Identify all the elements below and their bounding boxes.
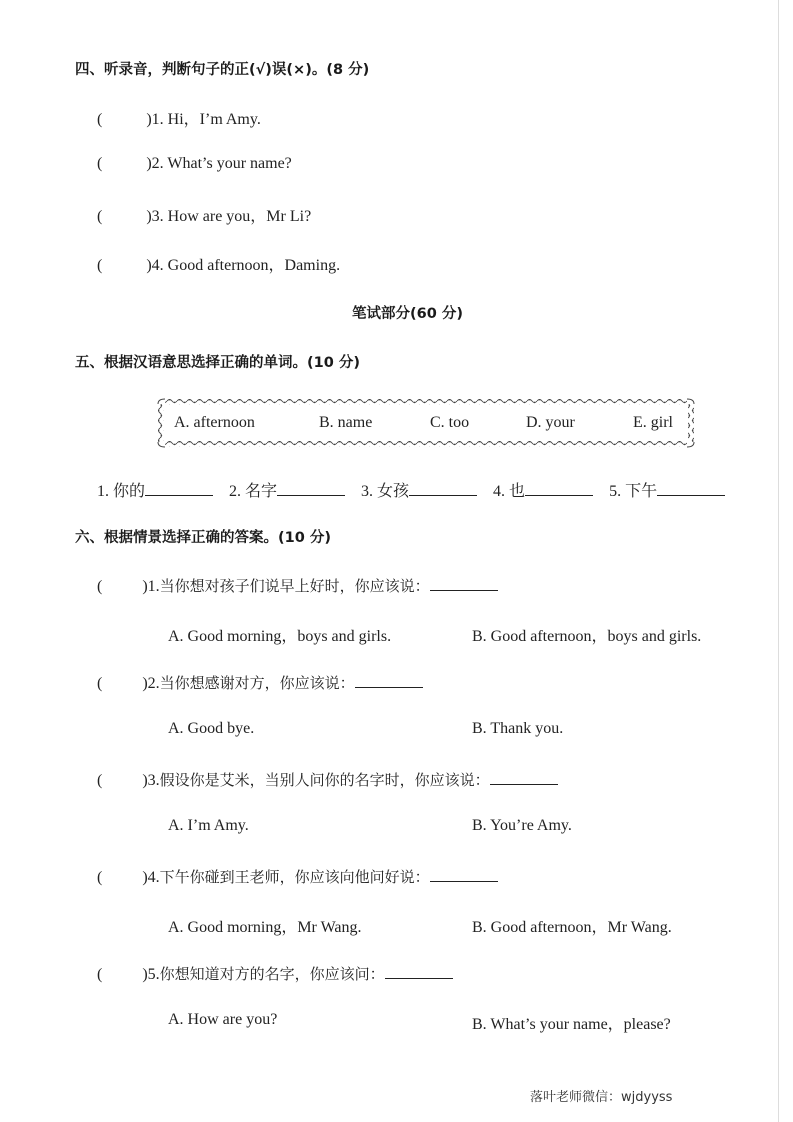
section4-heading: 四、听录音，判断句子的正(√)误(×)。(8 分) — [75, 62, 370, 78]
answer-blank[interactable] — [430, 867, 498, 882]
question-row — [97, 866, 498, 887]
answer-paren[interactable]: ( — [97, 966, 103, 983]
answer-paren[interactable]: ( — [97, 208, 103, 225]
question-number: )1. — [142, 578, 160, 595]
answer-paren[interactable]: ( — [97, 578, 103, 595]
question-row — [97, 963, 453, 984]
option-a[interactable]: A. Good bye. — [168, 720, 255, 737]
answer-blank[interactable] — [355, 673, 423, 688]
word-bank-box — [157, 398, 695, 448]
answer-blank[interactable] — [277, 481, 345, 496]
question-text: 假设你是艾米，当别人问你的名字时，你应该说： — [159, 771, 490, 789]
answer-paren[interactable]: ( — [97, 257, 103, 274]
option-b[interactable]: B. You’re Amy. — [472, 817, 572, 834]
question-number: )5. — [142, 966, 160, 983]
item-text: )3. How are you，Mr Li? — [146, 208, 312, 225]
answer-blank[interactable] — [525, 481, 593, 496]
word-option: B. name — [319, 414, 373, 431]
item-text: )2. What’s your name? — [146, 155, 292, 172]
question-text: 下午你碰到王老师，你应该向他问好说： — [159, 868, 430, 886]
page-edge — [778, 0, 779, 1122]
answer-blank[interactable] — [385, 964, 453, 979]
option-b[interactable]: B. Good afternoon，boys and girls. — [472, 628, 702, 645]
item-text: )4. Good afternoon，Daming. — [146, 257, 341, 274]
question-text: 当你想对孩子们说早上好时，你应该说： — [159, 577, 430, 595]
list-item — [97, 106, 261, 129]
answer-blank[interactable] — [409, 481, 477, 496]
answer-paren[interactable]: ( — [97, 111, 103, 128]
blank-label: 4. 也 — [493, 483, 526, 500]
answer-blank[interactable] — [490, 770, 558, 785]
option-a[interactable]: A. I’m Amy. — [168, 817, 249, 834]
option-a[interactable]: A. Good morning，boys and girls. — [168, 628, 392, 645]
option-a[interactable]: A. Good morning，Mr Wang. — [168, 919, 362, 936]
answer-blank[interactable] — [145, 481, 213, 496]
question-row — [97, 769, 558, 790]
word-option: A. afternoon — [174, 414, 255, 431]
answer-paren[interactable]: ( — [97, 772, 103, 789]
blank-label: 3. 女孩 — [361, 483, 410, 500]
answer-blank[interactable] — [430, 576, 498, 591]
list-item — [97, 155, 292, 173]
question-row — [97, 672, 423, 693]
section5-heading: 五、根据汉语意思选择正确的单词。(10 分) — [75, 355, 360, 371]
answer-blank[interactable] — [657, 481, 725, 496]
question-number: )4. — [142, 869, 160, 886]
word-option: D. your — [526, 414, 575, 431]
footer-watermark: 落叶老师微信：wjdyyss — [530, 1090, 673, 1105]
section5-blanks — [97, 478, 725, 501]
answer-paren[interactable]: ( — [97, 675, 103, 692]
option-a[interactable]: A. How are you? — [168, 1011, 278, 1028]
word-option: C. too — [430, 414, 470, 431]
question-number: )2. — [142, 675, 160, 692]
blank-label: 1. 你的 — [97, 483, 146, 500]
written-part-title: 笔试部分(60 分) — [352, 306, 463, 322]
question-text: 当你想感谢对方，你应该说： — [159, 674, 355, 692]
option-b[interactable]: B. What’s your name，please? — [472, 1016, 671, 1033]
option-b[interactable]: B. Thank you. — [472, 720, 564, 737]
list-item — [97, 252, 340, 275]
section6-heading: 六、根据情景选择正确的答案。(10 分) — [75, 530, 331, 546]
word-option: E. girl — [633, 414, 673, 431]
answer-paren[interactable]: ( — [97, 869, 103, 886]
question-number: )3. — [142, 772, 160, 789]
answer-paren[interactable]: ( — [97, 155, 103, 172]
list-item — [97, 203, 311, 226]
question-text: 你想知道对方的名字，你应该问： — [159, 965, 385, 983]
item-text: )1. Hi，I’m Amy. — [146, 111, 261, 128]
question-row — [97, 575, 498, 596]
blank-label: 5. 下午 — [609, 483, 658, 500]
option-b[interactable]: B. Good afternoon，Mr Wang. — [472, 919, 672, 936]
blank-label: 2. 名字 — [229, 483, 278, 500]
